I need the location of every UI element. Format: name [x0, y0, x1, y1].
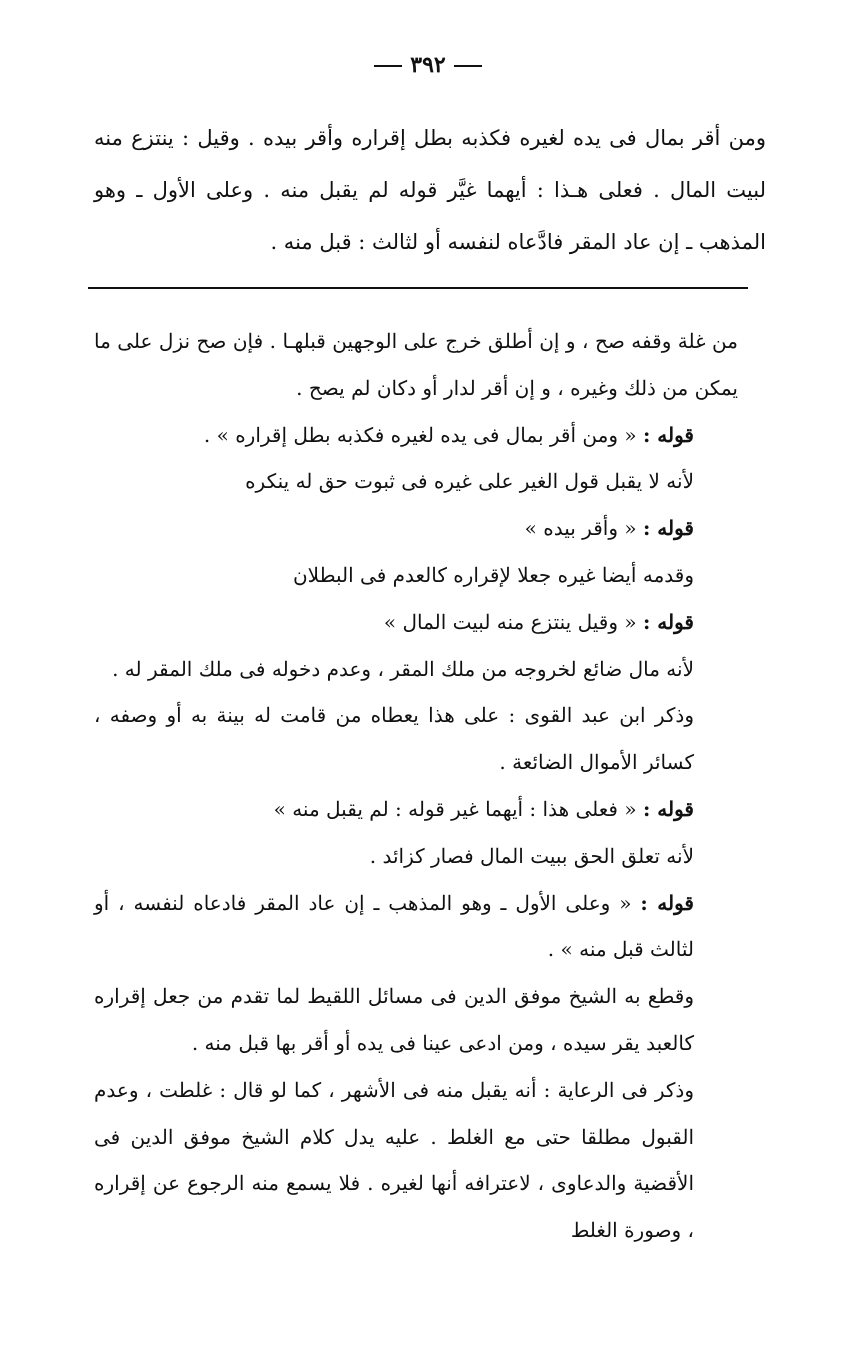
commentary-paragraph: لأنه لا يقبل قول الغير على غيره فى ثبوت حق له ينكره: [245, 469, 694, 494]
main-text: ومن أقر بمال فى يده لغيره فكذبه بطل إقراره وأقر بيده . وقيل : ينتزع منه لبيت المال . فعلى هـذا : أيهما غيَّر قوله لم يقبل منه . وعلى الأول ـ وهو المذهب ـ إن عاد المقر فادَّعاه لنفسه أو لثالث : قبل منه .: [94, 126, 766, 254]
commentary-paragraph: وذكر فى الرعاية : أنه يقبل منه فى الأشهر ، كما لو قال : غلطت ، وعدم القبول مطلقا حتى مع الغلط . عليه يدل كلام الشيخ موفق الدين فى الأقضية والدعاوى ، لاعترافه أنها لغيره . فلا يسمع منه الرجوع عن إقراره ، وصورة الغلط: [94, 1077, 694, 1243]
commentary-paragraph: وذكر ابن عبد القوى : على هذا يعطاه من قامت له بينة به أو وصفه ، كسائر الأموال الضائعة .: [94, 703, 694, 775]
commentary-quote-paragraph: [94, 786, 738, 833]
commentary-paragraph: وقدمه أيضا غيره جعلا لإقراره كالعدم فى البطلان: [292, 562, 694, 587]
page-number-dash-left: [374, 65, 402, 67]
quote-label: قوله :: [642, 422, 694, 447]
quote-text: « ومن أقر بمال فى يده لغيره فكذبه بطل إقراره » .: [203, 422, 643, 447]
quote-label: قوله :: [642, 796, 694, 821]
commentary-quote-paragraph: [94, 412, 738, 459]
section-divider: [88, 287, 748, 289]
page-number-value: ٣٩٢: [410, 52, 446, 78]
commentary-paragraph: من غلة وقفه صح ، و إن أطلق خرج على الوجهين قبلهـا . فإن صح نزل على ما يمكن من ذلك وغيره ، و إن أقر لدار أو دكان لم يصح .: [94, 329, 738, 400]
quote-text: « وعلى الأول ـ وهو المذهب ـ إن عاد المقر فادعاه لنفسه ، أو لثالث قبل منه » .: [94, 890, 694, 962]
quote-label: قوله :: [640, 890, 694, 915]
quote-label: قوله :: [642, 609, 694, 634]
commentary-paragraph: لأنه مال ضائع لخروجه من ملك المقر ، وعدم دخوله فى ملك المقر له .: [112, 656, 694, 681]
commentary-quote-paragraph: [94, 880, 738, 974]
commentary-paragraph: لأنه تعلق الحق ببيت المال فصار كزائد .: [369, 843, 694, 868]
commentary-quote-paragraph: [94, 505, 738, 552]
quote-text: « وقيل ينتزع منه لبيت المال »: [383, 609, 643, 634]
quote-text: « وأقر بيده »: [524, 516, 643, 541]
quote-label: قوله :: [642, 516, 694, 541]
page-number: [0, 52, 856, 78]
commentary-quote-paragraph: [94, 599, 738, 646]
quote-text: « فعلى هذا : أيهما غير قوله : لم يقبل منه »: [273, 796, 643, 821]
commentary-paragraph: وقطع به الشيخ موفق الدين فى مسائل اللقيط لما تقدم من جعل إقراره كالعبد يقر سيده ، ومن ادعى عينا فى يده أو أقر بها قبل منه .: [94, 984, 694, 1055]
page-number-dash-right: [454, 65, 482, 67]
commentary: [94, 318, 738, 1254]
